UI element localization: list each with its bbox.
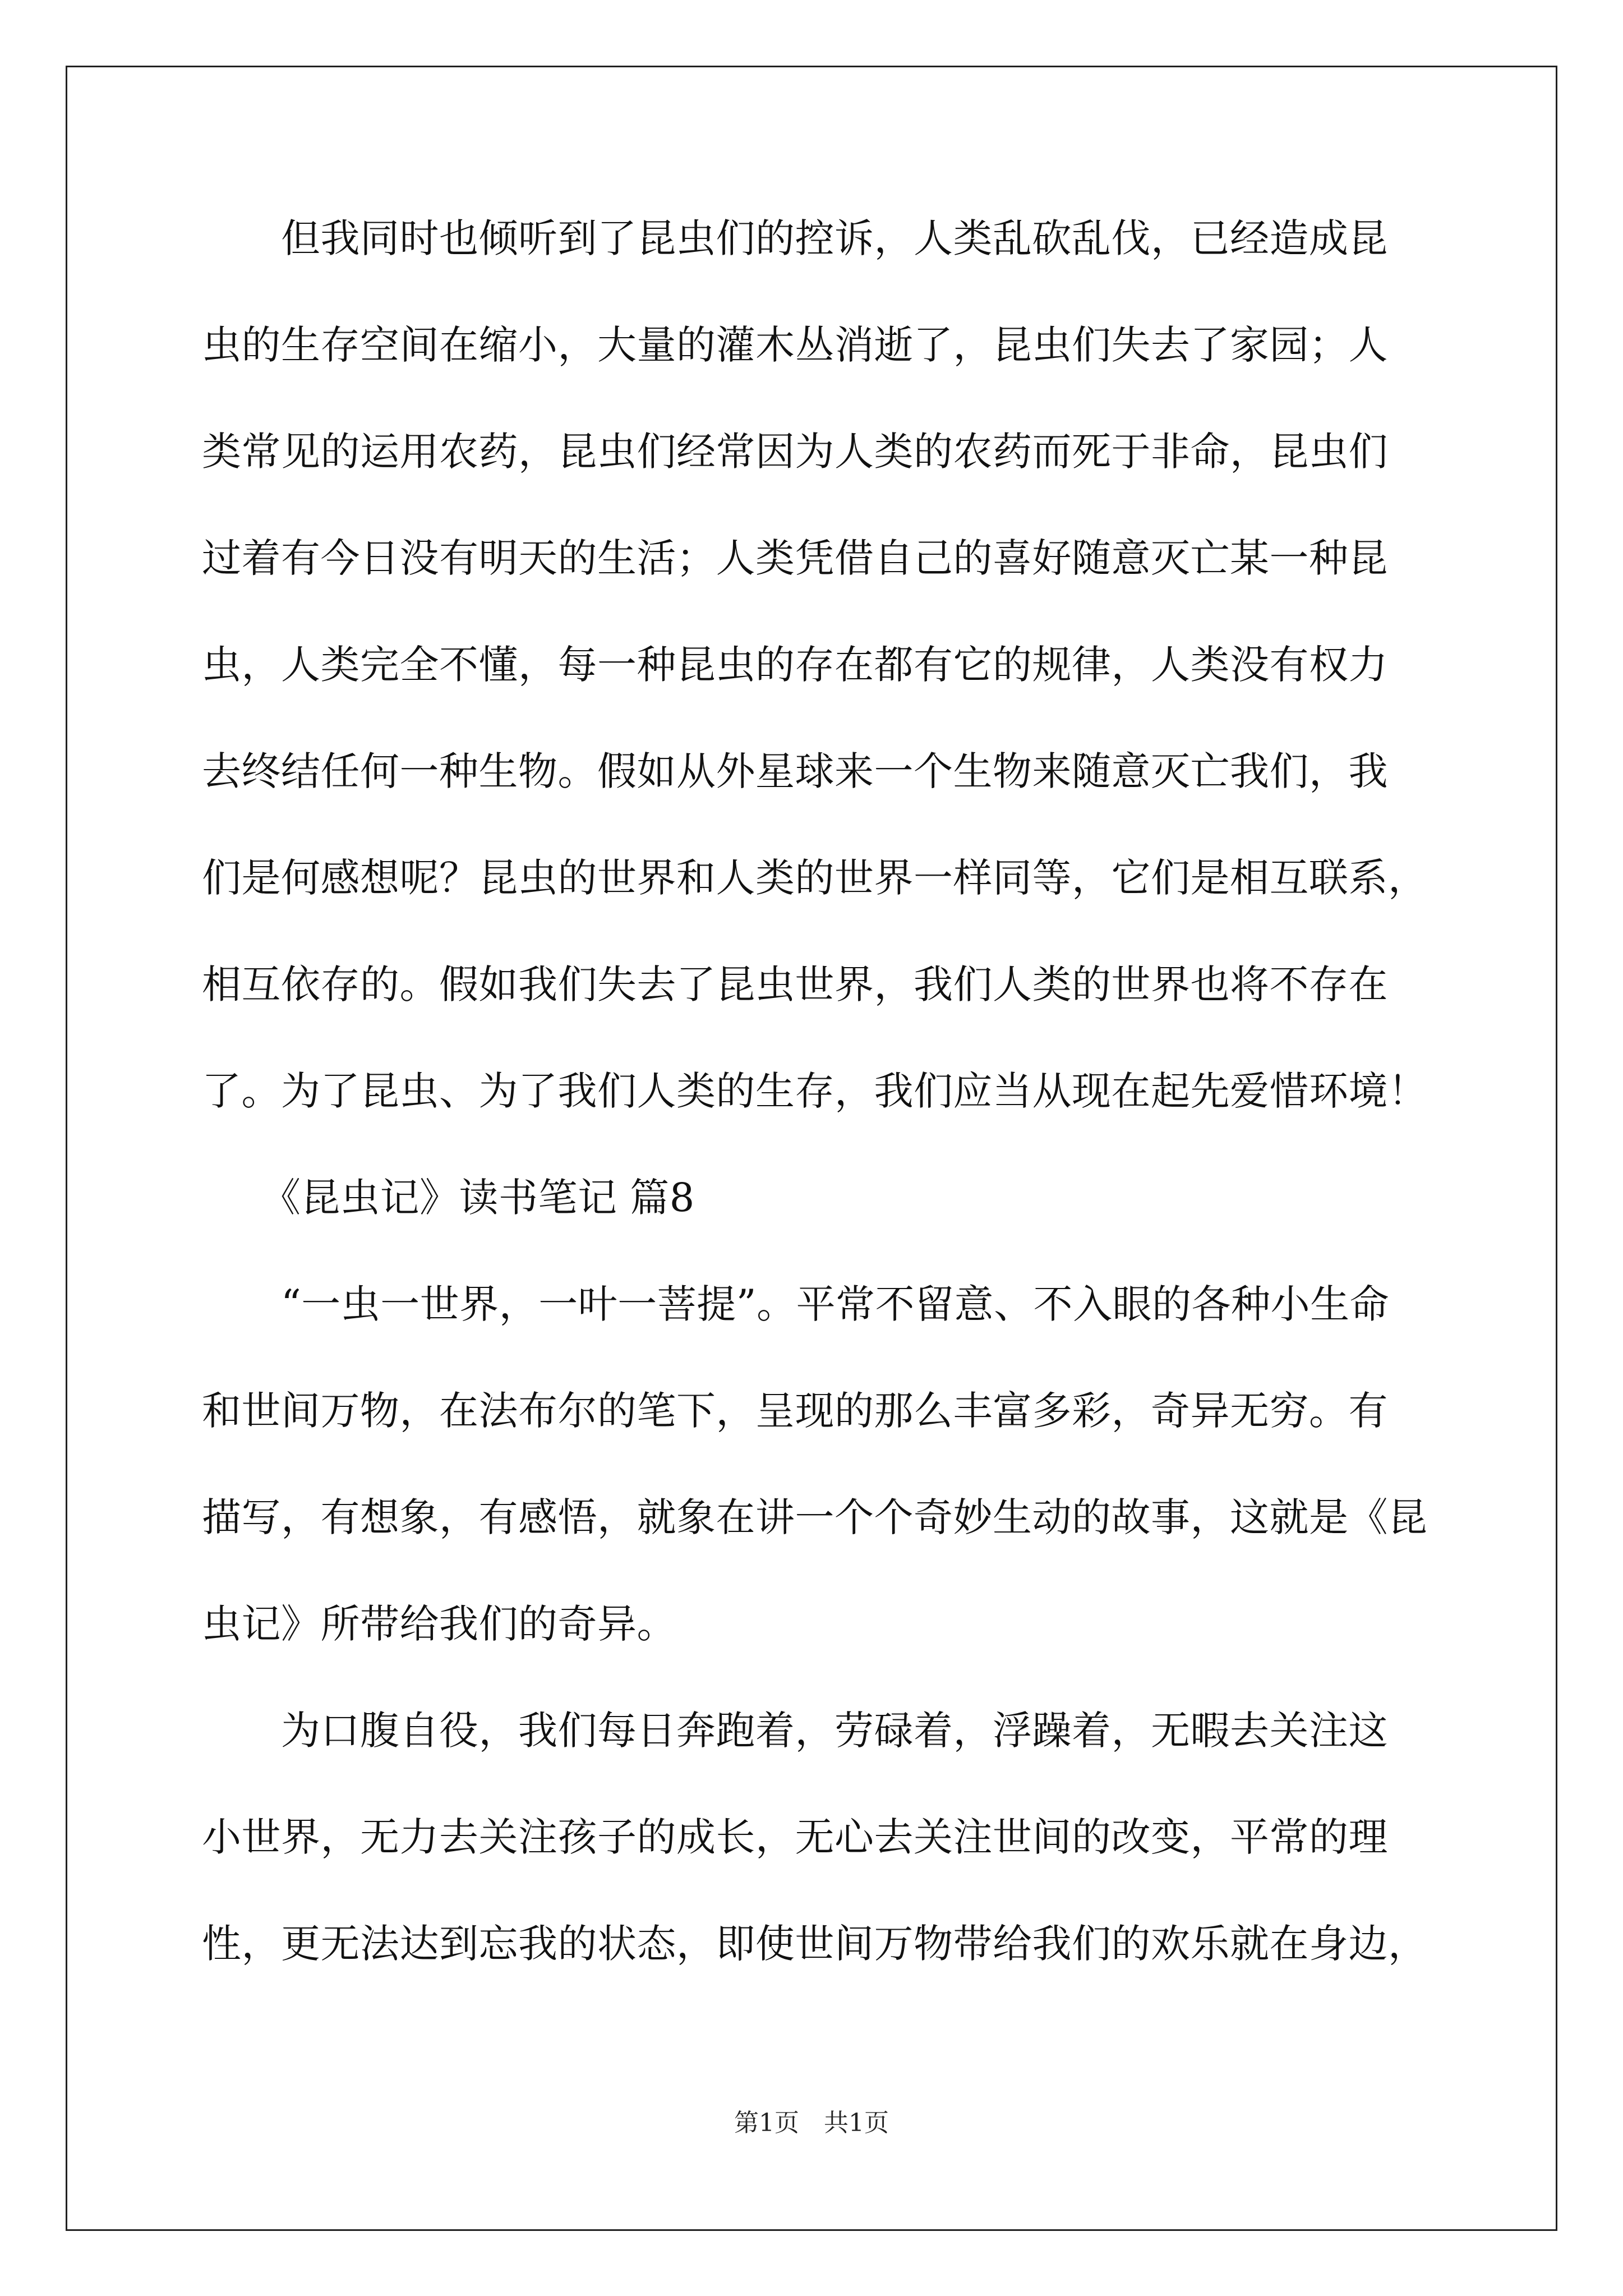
text-line: “一虫一世界，一叶一菩提”。平常不留意、不入眼的各种小生命 bbox=[202, 1281, 1390, 1327]
text-line: 虫，人类完全不懂，每一种昆虫的存在都有它的规律，人类没有权力 bbox=[202, 642, 1388, 688]
text-line: 类常见的运用农药，昆虫们经常因为人类的农药而死于非命，昆虫们 bbox=[202, 429, 1388, 475]
text-line: 为口腹自役，我们每日奔跑着，劳碌着，浮躁着，无暇去关注这 bbox=[202, 1708, 1388, 1754]
page-border bbox=[66, 66, 1557, 2231]
section-heading: 《昆虫记》读书笔记 篇8 bbox=[202, 1175, 695, 1221]
text-line: 性，更无法达到忘我的状态，即使世间万物带给我们的欢乐就在身边， bbox=[202, 1921, 1428, 1967]
text-line: 虫的生存空间在缩小，大量的灌木丛消逝了，昆虫们失去了家园；人 bbox=[202, 322, 1388, 368]
text-line: 和世间万物，在法布尔的笔下，呈现的那么丰富多彩，奇异无穷。有 bbox=[202, 1388, 1388, 1434]
text-line: 但我同时也倾听到了昆虫们的控诉，人类乱砍乱伐，已经造成昆 bbox=[202, 215, 1388, 261]
text-line: 小世界，无力去关注孩子的成长，无心去关注世间的改变，平常的理 bbox=[202, 1814, 1388, 1860]
text-line: 描写，有想象，有感悟，就象在讲一个个奇妙生动的故事，这就是《昆 bbox=[202, 1494, 1428, 1540]
text-line: 过着有今日没有明天的生活；人类凭借自己的喜好随意灭亡某一种昆 bbox=[202, 535, 1388, 581]
text-line: 了。为了昆虫、为了我们人类的生存，我们应当从现在起先爱惜环境！ bbox=[202, 1068, 1428, 1114]
text-line: 去终结任何一种生物。假如从外星球来一个生物来随意灭亡我们，我 bbox=[202, 748, 1388, 794]
text-line: 虫记》所带给我们的奇异。 bbox=[202, 1601, 676, 1647]
text-line: 们是何感想呢？昆虫的世界和人类的世界一样同等，它们是相互联系， bbox=[202, 855, 1428, 901]
text-line: 相互依存的。假如我们失去了昆虫世界，我们人类的世界也将不存在 bbox=[202, 961, 1388, 1007]
page-footer: 第1页 共1页 bbox=[734, 2109, 889, 2137]
